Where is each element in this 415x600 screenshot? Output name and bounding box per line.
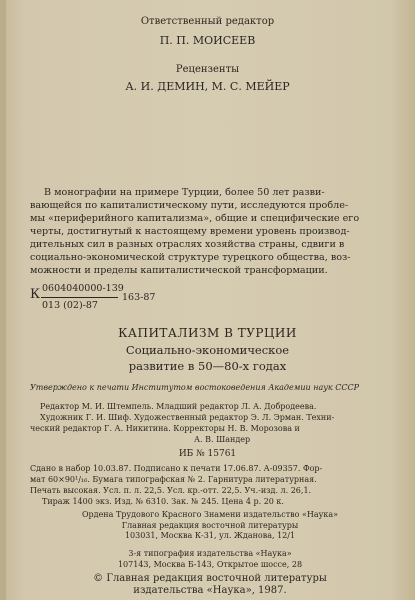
publisher-block	[40, 510, 380, 542]
credits-line: Художник Г. И. Шиф. Художественный редактор Э. Л. Эрман. Техни-	[40, 413, 335, 422]
code-suffix: 163-87	[122, 292, 156, 303]
abstract-line: вающейся по капиталистическому пути, исследуются пробле-	[30, 200, 349, 211]
ib-number: ИБ № 15761	[178, 449, 237, 459]
code-denominator: 013 (02)-87	[42, 300, 98, 311]
copyright-line: © Главная редакция восточной литературы	[93, 573, 327, 584]
typography-line: 107143, Москва Б-143, Открытое шоссе, 28	[117, 559, 303, 569]
book-title: КАПИТАЛИЗМ В ТУРЦИИ	[118, 326, 297, 340]
publisher-line: 103031, Москва К-31, ул. Жданова, 12/1	[124, 531, 296, 540]
abstract-line: В монографии на примере Турции, более 50 лет разви-	[44, 187, 325, 198]
print-info-line: Сдано в набор 10.03.87. Подписано к печати 17.06.87. А-09357. Фор-	[30, 464, 323, 473]
publisher-line: Ордена Трудового Красного Знамени издательство «Наука»	[81, 510, 339, 519]
approval-note: Утверждено к печати Институтом востоковедения Академии наук СССР	[30, 383, 359, 392]
abstract-line: дительных сил в разных отраслях хозяйства страны, сдвиги в	[30, 239, 345, 250]
credits-block	[30, 401, 390, 445]
reviewers-names: А. И. ДЕМИН, М. С. МЕЙЕР	[125, 80, 290, 93]
credits-line: Редактор М. И. Штемпель. Младший редактор Л. А. Добродеева.	[40, 402, 317, 411]
code-letter: К	[30, 287, 41, 302]
code-fraction-bar	[41, 297, 118, 298]
typography-line: 3-я типография издательства «Наука»	[128, 549, 292, 558]
copyright-block	[40, 573, 380, 597]
book-subtitle-line-1: Социально-экономическое	[125, 343, 290, 357]
abstract-paragraph	[30, 186, 388, 277]
abstract-line: черты, достигнутый к настоящему времени уровень производ-	[30, 226, 350, 237]
reviewers-label: Рецензенты	[175, 64, 240, 75]
publisher-line: Главная редакция восточной литературы	[121, 520, 299, 530]
editor-name: П. П. МОИСЕЕВ	[159, 34, 256, 47]
print-info-line: Тираж 1400 экз. Изд. № 6310. Зак. № 245. Цена 4 р. 20 к.	[42, 497, 284, 506]
print-info-line: Печать высокая. Усл. п. л. 22,5. Усл. кр.-отт. 22,5. Уч.-изд. л. 26,1.	[30, 486, 312, 495]
abstract-line: мы «периферийного капитализма», общие и специфические его	[30, 213, 360, 224]
copyright-line: издательства «Наука», 1987.	[133, 585, 287, 596]
credits-line: А. В. Шандер	[194, 435, 251, 444]
credits-line: ческий редактор Г. А. Никитина. Корректоры Н. В. Морозова и	[30, 424, 300, 433]
book-subtitle-line-2: развитие в 50—80-х годах	[128, 359, 287, 373]
abstract-line: социально-экономической структуре турецкого общества, воз-	[30, 252, 351, 263]
print-info-block	[30, 463, 390, 507]
editor-label: Ответственный редактор	[140, 16, 275, 27]
abstract-line: можности и пределы капиталистической трансформации.	[30, 265, 328, 276]
code-numerator: 0604040000-139	[42, 283, 124, 294]
typography-block	[40, 549, 380, 570]
print-info-line: мат 60×90¹/₁₆. Бумага типографская № 2. Гарнитура литературная.	[30, 475, 317, 484]
